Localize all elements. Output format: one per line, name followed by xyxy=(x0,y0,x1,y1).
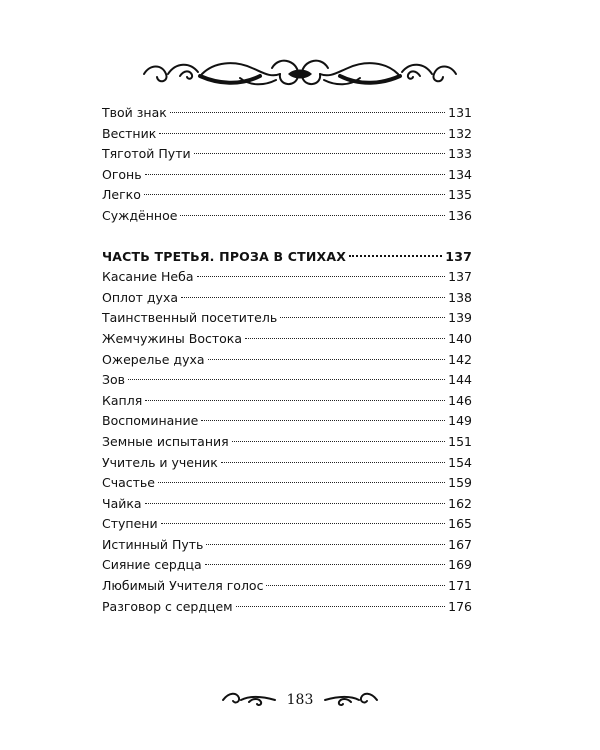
toc-entry-title: Огонь xyxy=(102,166,142,182)
top-ornament-icon xyxy=(140,52,460,96)
toc-entry-title: Любимый Учителя голос xyxy=(102,578,264,594)
toc-entry[interactable] xyxy=(102,432,472,453)
toc-entry-title: Тяготой Пути xyxy=(102,146,191,162)
dot-leader xyxy=(221,462,445,463)
toc-entry-page: 136 xyxy=(448,207,472,223)
toc-entry[interactable] xyxy=(102,597,472,618)
toc-entry-page: 159 xyxy=(448,475,472,491)
toc-entry[interactable] xyxy=(102,165,472,186)
toc-entry-page: 171 xyxy=(448,578,472,594)
toc-entry-title: Ступени xyxy=(102,516,158,532)
dot-leader xyxy=(197,276,446,277)
toc-entry[interactable] xyxy=(102,370,472,391)
dot-leader xyxy=(145,503,446,504)
footer-ornament-right-icon xyxy=(321,688,381,712)
toc-entry[interactable] xyxy=(102,391,472,412)
toc-entry-title: Земные испытания xyxy=(102,433,229,449)
toc-entry[interactable] xyxy=(102,494,472,515)
part-page: 137 xyxy=(445,248,472,264)
toc-entry[interactable] xyxy=(102,206,472,227)
dot-leader xyxy=(280,317,445,318)
toc-part-heading[interactable] xyxy=(102,247,472,268)
toc-entry[interactable] xyxy=(102,555,472,576)
dot-leader xyxy=(158,482,445,483)
toc-entry[interactable] xyxy=(102,124,472,145)
toc-entry-page: 167 xyxy=(448,536,472,552)
section-spacer xyxy=(102,227,472,247)
footer-ornament-left-icon xyxy=(219,688,279,712)
toc-entry-title: Сияние сердца xyxy=(102,557,202,573)
dot-leader xyxy=(194,153,446,154)
toc-entry-page: 132 xyxy=(448,125,472,141)
dot-leader xyxy=(208,359,446,360)
page-number: 183 xyxy=(286,692,314,708)
toc-entry[interactable] xyxy=(102,103,472,124)
toc-entry[interactable] xyxy=(102,308,472,329)
dot-leader xyxy=(170,112,445,113)
dot-leader xyxy=(201,420,445,421)
dot-leader xyxy=(245,338,445,339)
toc-entry-title: Зов xyxy=(102,372,126,388)
toc-entry-page: 137 xyxy=(448,269,472,285)
toc-entry-page: 146 xyxy=(448,392,472,408)
toc-entry[interactable] xyxy=(102,453,472,474)
dot-leader xyxy=(159,133,445,134)
toc-entry-title: Жемчужины Востока xyxy=(102,330,243,346)
toc-entry-page: 165 xyxy=(448,516,472,532)
toc-entry-title: Касание Неба xyxy=(102,269,194,285)
dot-leader xyxy=(206,544,445,545)
toc-entry[interactable] xyxy=(102,144,472,165)
part-title: ЧАСТЬ ТРЕТЬЯ. ПРОЗА В СТИХАХ xyxy=(102,248,347,264)
toc-entry[interactable] xyxy=(102,350,472,371)
toc-entry-title: Вестник xyxy=(102,125,157,141)
toc-entry-title: Легко xyxy=(102,187,141,203)
toc-entry-page: 131 xyxy=(448,105,472,120)
toc-entry-title: Оплот духа xyxy=(102,289,179,305)
toc-entry-title: Учитель и ученик xyxy=(102,454,218,470)
toc-entry-page: 176 xyxy=(448,598,472,614)
dot-leader xyxy=(161,523,446,524)
toc-entry-page: 139 xyxy=(448,310,472,326)
toc-entry-title: Счастье xyxy=(102,475,155,491)
toc-entry-title: Твой знак xyxy=(102,105,167,120)
toc-entry[interactable] xyxy=(102,514,472,535)
dot-leader xyxy=(232,441,446,442)
toc-entry-page: 144 xyxy=(448,372,472,388)
toc-entry-page: 140 xyxy=(448,330,472,346)
toc-entry-title: Истинный Путь xyxy=(102,536,204,552)
toc-entry-title: Таинственный посетитель xyxy=(102,310,278,326)
dot-leader xyxy=(205,564,446,565)
toc-entry-title: Суждённое xyxy=(102,207,178,223)
dot-leader xyxy=(349,255,442,257)
dot-leader xyxy=(144,194,445,195)
toc-entry[interactable] xyxy=(102,329,472,350)
toc-entry-page: 149 xyxy=(448,413,472,429)
toc-entry-page: 135 xyxy=(448,187,472,203)
toc-entry-page: 154 xyxy=(448,454,472,470)
toc-entry[interactable] xyxy=(102,411,472,432)
dot-leader xyxy=(145,174,446,175)
toc-entry[interactable] xyxy=(102,288,472,309)
toc-entry[interactable] xyxy=(102,267,472,288)
toc-entry-page: 134 xyxy=(448,166,472,182)
toc-entry[interactable] xyxy=(102,576,472,597)
toc-entry-page: 133 xyxy=(448,146,472,162)
toc-entry-title: Воспоминание xyxy=(102,413,199,429)
toc-entry-page: 138 xyxy=(448,289,472,305)
toc-entry-title: Чайка xyxy=(102,495,142,511)
toc-entry-page: 169 xyxy=(448,557,472,573)
dot-leader xyxy=(181,297,445,298)
toc-entry-title: Капля xyxy=(102,392,143,408)
toc-entry[interactable] xyxy=(102,535,472,556)
toc-entry-page: 142 xyxy=(448,351,472,367)
toc-entry[interactable] xyxy=(102,185,472,206)
dot-leader xyxy=(128,379,445,380)
toc-entry-page: 151 xyxy=(448,433,472,449)
toc-entry-page: 162 xyxy=(448,495,472,511)
dot-leader xyxy=(145,400,445,401)
toc-entry-title: Ожерелье духа xyxy=(102,351,205,367)
toc-entry[interactable] xyxy=(102,473,472,494)
page-footer xyxy=(190,683,410,717)
toc-entry-title: Разговор с сердцем xyxy=(102,598,233,614)
dot-leader xyxy=(236,606,446,607)
dot-leader xyxy=(266,585,445,586)
table-of-contents xyxy=(102,103,472,617)
dot-leader xyxy=(180,215,445,216)
